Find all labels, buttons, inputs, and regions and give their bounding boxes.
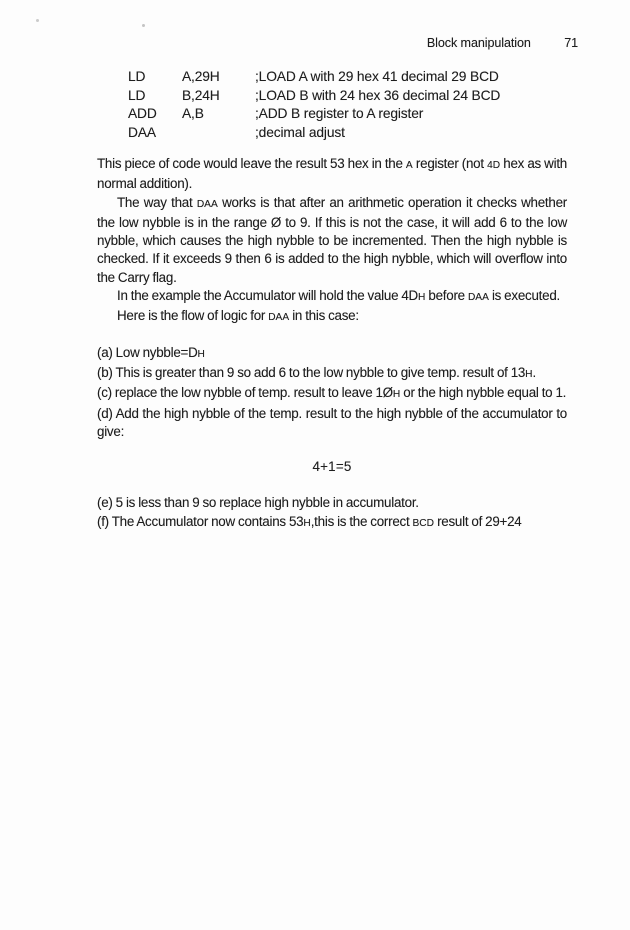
text-run: The way that	[117, 194, 197, 210]
scan-speck	[36, 19, 39, 22]
running-header	[427, 36, 578, 50]
code-row	[128, 68, 500, 87]
code-mnemonic: ADD	[128, 106, 157, 122]
code-operand: A,B	[182, 106, 204, 122]
small-caps-text: H	[525, 368, 533, 380]
step-d	[97, 405, 567, 442]
code-comment: ;ADD B register to A register	[255, 106, 424, 122]
text-run: .	[532, 364, 536, 380]
step-c	[97, 384, 567, 404]
para-daa-explanation	[97, 194, 567, 287]
text-run: This piece of code would leave the result 53 hex in the	[97, 156, 406, 171]
step-e	[97, 494, 567, 512]
small-caps-text: 4D	[487, 160, 501, 171]
text-run: (b) This is greater than 9 so add 6 to the low nybble to give temp. result of 13	[97, 364, 526, 380]
text-run: or the high nybble equal to 1.	[400, 385, 567, 401]
small-caps-text: H	[303, 517, 311, 529]
code-mnemonic: DAA	[128, 124, 156, 140]
page-number: 71	[564, 36, 578, 50]
assembly-listing	[128, 68, 500, 142]
text-run: in this case:	[289, 308, 359, 324]
para-result	[97, 155, 567, 194]
small-caps-text: BCD	[412, 517, 434, 529]
text-run: (e) 5 is less than 9 so replace high nybble in accumulator.	[97, 495, 419, 511]
paragraphs-container	[97, 155, 567, 328]
step-a	[97, 344, 567, 364]
text-run: before	[425, 288, 468, 304]
para-flow-intro	[97, 307, 567, 327]
code-operand: B,24H	[182, 87, 220, 103]
text-run: In the example the Accumulator will hold the value 4D	[117, 288, 418, 304]
text-run: result of 29+24	[434, 513, 522, 529]
text-run: (c) replace the low nybble of temp. result to leave 1Ø	[97, 385, 393, 401]
text-run: (d) Add the high nybble of the temp. result to the high nybble of the accumulator to give:	[97, 405, 567, 439]
small-caps-text: A	[405, 160, 413, 171]
small-caps-text: H	[417, 292, 426, 304]
code-operand: A,29H	[182, 69, 220, 84]
code-comment: ;LOAD B with 24 hex 36 decimal 24 BCD	[255, 87, 501, 103]
equation-line: 4+1=5	[312, 459, 352, 475]
text-run: ,this is the correct	[310, 513, 413, 529]
text-run: is executed.	[488, 288, 561, 304]
step-b	[97, 364, 567, 384]
small-caps-text: DAA	[196, 198, 218, 210]
scan-speck	[142, 24, 145, 27]
para-example	[97, 287, 567, 307]
small-caps-text: DAA	[467, 292, 489, 304]
code-comment: ;decimal adjust	[255, 124, 345, 140]
code-mnemonic: LD	[128, 69, 146, 84]
page-body	[97, 155, 567, 533]
section-title: Block manipulation	[426, 36, 531, 50]
text-run: works is that after an arithmetic operation it checks whether the low nybble is in the range Ø to 9. If this is not the case, it will add 6 to the low nybble, which causes the high nybble to be incremented. Then the high nybble is checked. If it exceeds 9 then 6 is added to the high nybble, which will overflow into the Carry flag.	[97, 194, 567, 285]
code-comment: ;LOAD A with 29 hex 41 decimal 29 BCD	[255, 69, 499, 84]
small-caps-text: DAA	[268, 312, 290, 324]
text-run: register (not	[412, 156, 488, 171]
text-run: hex as with normal addition).	[97, 156, 567, 192]
code-mnemonic: LD	[128, 87, 146, 103]
text-run: (f) The Accumulator now contains 53	[97, 513, 304, 529]
small-caps-text: H	[197, 348, 205, 360]
code-row	[128, 105, 500, 124]
text-run: Here is the flow of logic for	[117, 308, 269, 324]
small-caps-text: H	[392, 389, 401, 401]
text-run: (a) Low nybble=D	[97, 344, 198, 360]
logic-steps-list	[97, 344, 567, 441]
code-row	[128, 124, 500, 143]
final-steps-list	[97, 494, 567, 533]
code-row	[128, 87, 500, 106]
step-f	[97, 513, 567, 533]
